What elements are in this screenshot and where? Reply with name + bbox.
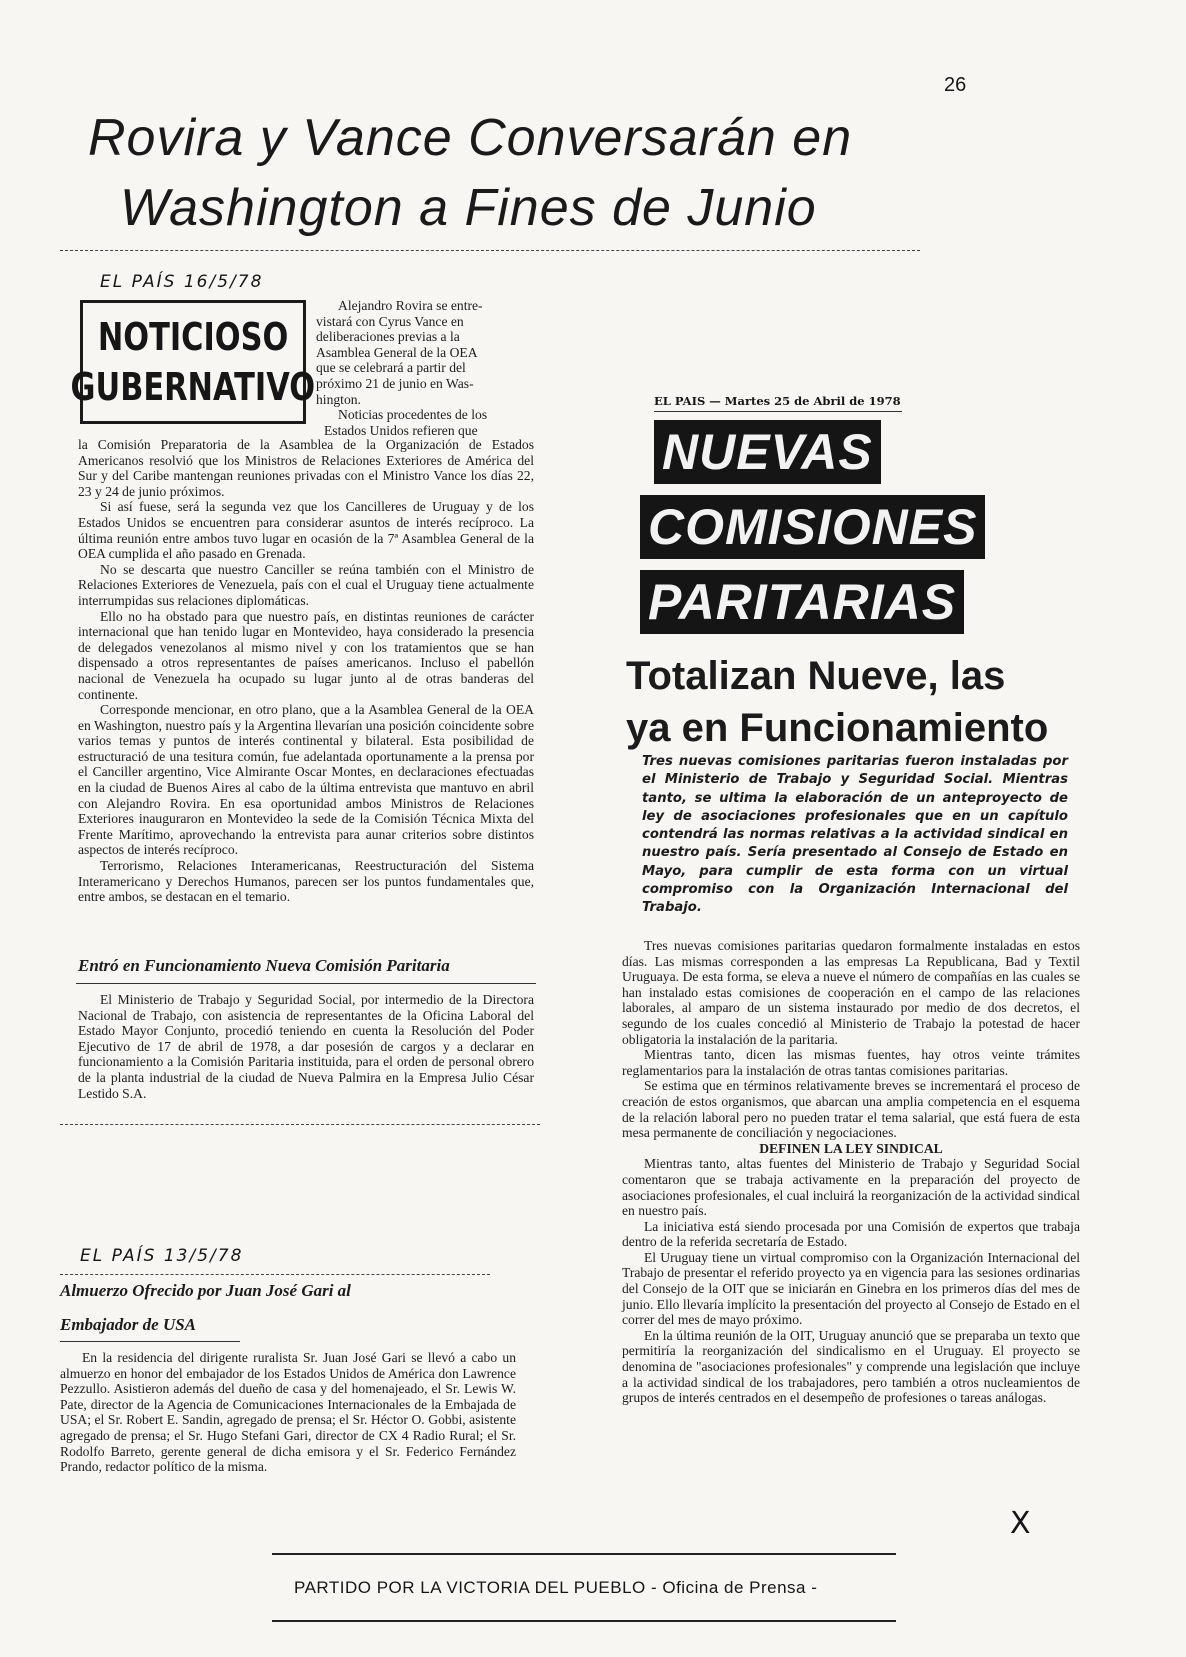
article1-intro: Alejandro Rovira se entre- vistará con Cyrus Vance en deliberaciones previas a la Asamblea General de la OEA que se celebrará a partir del próximo 21 de junio en Was- hington. Noticias procedentes de los Estados Unidos refieren que (316, 298, 488, 438)
masthead-line2: GUBERNATIVO (70, 365, 316, 409)
article3-paragraph: La iniciativa está siendo procesada por una Comisión de expertos que trabaja dentro de la referida secretaría de Estado. (622, 1218, 1080, 1250)
article3-headline-line1: Totalizan Nueve, las (626, 654, 1006, 698)
handwritten-mark: X (1010, 1506, 1031, 1541)
article2-paragraph: En la residencia del dirigente ruralista Sr. Juan José Gari se llevó a cabo un almuerzo en honor del embajador de los Estados Unidos de América don Lawrence Pezzullo. Asistieron además del dueño de casa y del homenajeado, el Sr. Lewis W. Pate, director de la Agencia de Comunicaciones Internacionales de la Embajada de USA; el Sr. Robert E. Sandin, agregado de prensa; el Sr. Héctor O. Gobbi, asistente agregado de prensa; el Sr. Hugo Stefani Gari, director de CX 4 Radio Rural; el Sr. Rodolfo Barreto, gerente general de dicha emisora y el Sr. Federico Fernández Prando, redactor político de la misma. (60, 1350, 516, 1475)
article3-lead: Tres nuevas comisiones paritarias fueron instaladas por el Ministerio de Trabajo y Seguridad Social. Mientras tanto, se ultima la elaboración de un anteproyecto de ley de asociaciones profesionales que en un capítulo contendrá las normas relativas a la actividad sindical en nuestro país. Sería presentado al Consejo de Estado en Mayo, para cumplir de esta forma con un virtual compromiso con la Organización Internacional del Trabajo. (642, 754, 1068, 916)
article3-paragraph: Se estima que en términos relativamente breves se incrementará el proceso de creación de estos organismos, que abarcan una amplia competencia en el esquema de la relación laboral pero no pueden tratar el tema salarial, que está fuera de esta mesa permanente de conciliación y negociaciones. (622, 1078, 1080, 1141)
footer-top-rule (272, 1553, 896, 1555)
footer-text: PARTIDO POR LA VICTORIA DEL PUEBLO - Oficina de Prensa - (294, 1578, 818, 1597)
sub-paragraph: El Ministerio de Trabajo y Seguridad Social, por intermedio de la Directora Nacional de Trabajo, con asistencia de representantes de la Oficina Laboral del Estado Mayor Conjunto, procedió teniendo en cuenta la Resolución del Poder Ejecutivo de 17 de abril de 1978, a dar posesión de cargos y a declarar en funcionamiento a la Comisión Paritaria instituida, para el orden de personal obrero de la planta industrial de la ciudad de Nueva Palmira en la Empresa Julio César Lestido S.A. (78, 992, 534, 1101)
banner-line2: COMISIONES (640, 495, 985, 559)
article2-body (60, 1350, 516, 1475)
article3-body (622, 938, 1080, 1406)
article1-paragraph: Ello no ha obstado para que nuestro país, en distintas reuniones de carácter internacional que han tenido lugar en Montevideo, haya considerado la presencia de delegados venezolanos al mismo nivel y con los tratamientos que se han dispensado a otros representantes de países americanos. Incluso el pabellón nacional de Venezuela ha ocupado su lugar junto al de otras banderas del continente. (78, 608, 534, 702)
article1-body (78, 437, 534, 905)
headline-rule (60, 250, 920, 251)
article1-paragraph: Terrorismo, Relaciones Interamericanas, Reestructuración del Sistema Interamericano y Derechos Humanos, parecen ser los puntos fundamentales que, entre ambos, se destacan en el temario. (78, 858, 534, 905)
footer-bottom-rule (272, 1620, 896, 1622)
masthead-line1: NOTICIOSO (97, 315, 289, 359)
article3-paragraph: Mientras tanto, dicen las mismas fuentes, hay otros veinte trámites reglamentarios para la instalación de otras tantas comisiones paritarias. (622, 1047, 1080, 1078)
article2-title-line2: Embajador de USA (60, 1315, 197, 1334)
article1-paragraph: Corresponde mencionar, en otro plano, que a la Asamblea General de la OEA en Washington, nuestro país y la Argentina llevarían una posición coincidente sobre varios temas y puntos de interés continental y bilateral. Esta posibilidad de estructuració de una tesitura común, fue adelantada oportunamente a la prensa por el Canciller argentino, Vice Almirante Oscar Montes, en declaraciones efectuadas en la ciudad de Buenos Aires al cabo de la última entrevista que mantuvo en abril con Alejandro Rovira. En esa oportunidad ambos Ministros de Relaciones Exteriores inauguraron en Montevideo la sede de la Comisión Técnica Mixta del Frente Marítimo, aprovechando la entrevista para aunar criterios sobre distintos aspectos de interés recíproco. (78, 702, 534, 858)
article2-title-line1: Almuerzo Ofrecido por Juan José Gari al (60, 1281, 351, 1300)
article3-subheading: DEFINEN LA LEY SINDICAL (759, 1140, 943, 1156)
article3-dateline: EL PAIS — Martes 25 de Abril de 1978 (654, 394, 901, 408)
main-headline-line2: Washington a Fines de Junio (120, 179, 817, 237)
banner-line1: NUEVAS (654, 420, 881, 484)
main-headline-line1: Rovira y Vance Conversarán en (88, 109, 853, 167)
article1-subheading: Entró en Funcionamiento Nueva Comisión Paritaria (78, 956, 450, 975)
article2-top-rule (60, 1274, 490, 1275)
page-number: 26 (944, 74, 967, 96)
article2-source-note: EL PAÍS 13/5/78 (80, 1246, 244, 1266)
article1-paragraph: No se descarta que nuestro Canciller se reúna también con el Ministro de Relaciones Exteriores de Venezuela, país con el cual el Uruguay tiene actualmente interrumpidas sus relaciones diplomáticas. (78, 561, 534, 608)
article3-paragraph: Tres nuevas comisiones paritarias quedaron formalmente instaladas en estos días. Las mismas corresponden a las empresas La Republicana, Bad y Textil Uruguaya. De esta forma, se eleva a nueve el número de compañías en las cuales se han instalado estas comisiones de cooperación en el campo de las relaciones laborales, al amparo de un sistema instaurado por medio de dos decretos, el segundo de los cuales concedió al Ministerio de Trabajo la potestad de hacer obligatoria la instalación de la paritaria. (622, 938, 1080, 1047)
article1-source-note: EL PAÍS 16/5/78 (100, 272, 264, 292)
article3-paragraph: Mientras tanto, altas fuentes del Ministerio de Trabajo y Seguridad Social comentaron que se trabaja activamente en la preparación del proyecto de asociaciones profesionales, el cual incluirá la reorganización de la actividad sindical en nuestro país. (622, 1156, 1080, 1219)
article1-paragraph: Si así fuese, será la segunda vez que los Cancilleres de Uruguay y de los Estados Unidos se encuentren para considerar asuntos de interés recíproco. La última reunión entre ambos tuvo lugar en ocasión de la 7ª Asamblea General de la OEA cumplida el año pasado en Grenada. (78, 499, 534, 562)
subheading-rule (76, 983, 536, 984)
noticioso-masthead (70, 300, 316, 424)
banner-line3: PARITARIAS (640, 570, 964, 634)
article1-paragraph: la Comisión Preparatoria de la Asamblea de la Organización de Estados Americanos resolvió que los Ministros de Relaciones Exteriores de América del Sur y del Caribe mantengan reuniones privadas con el Ministro Vance los días 22, 23 y 24 de junio próximos. (78, 437, 534, 499)
article3-paragraph: El Uruguay tiene un virtual compromiso con la Organización Internacional del Trabajo de presentar el referido proyecto ya en vigencia para las sesiones ordinarias del Consejo de la OIT que se iniciarán en Ginebra en los primeros días del mes de junio. Ello llevaría implícito la presentación del proyecto al Consejo de Estado en el correr del mes de mayo próximo. (622, 1249, 1080, 1328)
article3-paragraph: En la última reunión de la OIT, Uruguay anunció que se preparaba un texto que permitiría la reorganización del sindicalismo en el Uruguay. El proyecto se denomina de "asociaciones profesionales" y comprende una legislación que incluye a la actividad sindical de los trabajadores, pero también a otros nucleamientos de grupos de interés centrados en el desempeño de profesiones o tareas análogas. (622, 1327, 1080, 1406)
article2-title-rule (60, 1341, 240, 1342)
article3-headline-line2: ya en Funcionamiento (626, 706, 1049, 750)
dateline-rule (654, 411, 902, 412)
article1-bottom-rule (60, 1124, 540, 1125)
article1-sub-body (78, 992, 534, 1101)
